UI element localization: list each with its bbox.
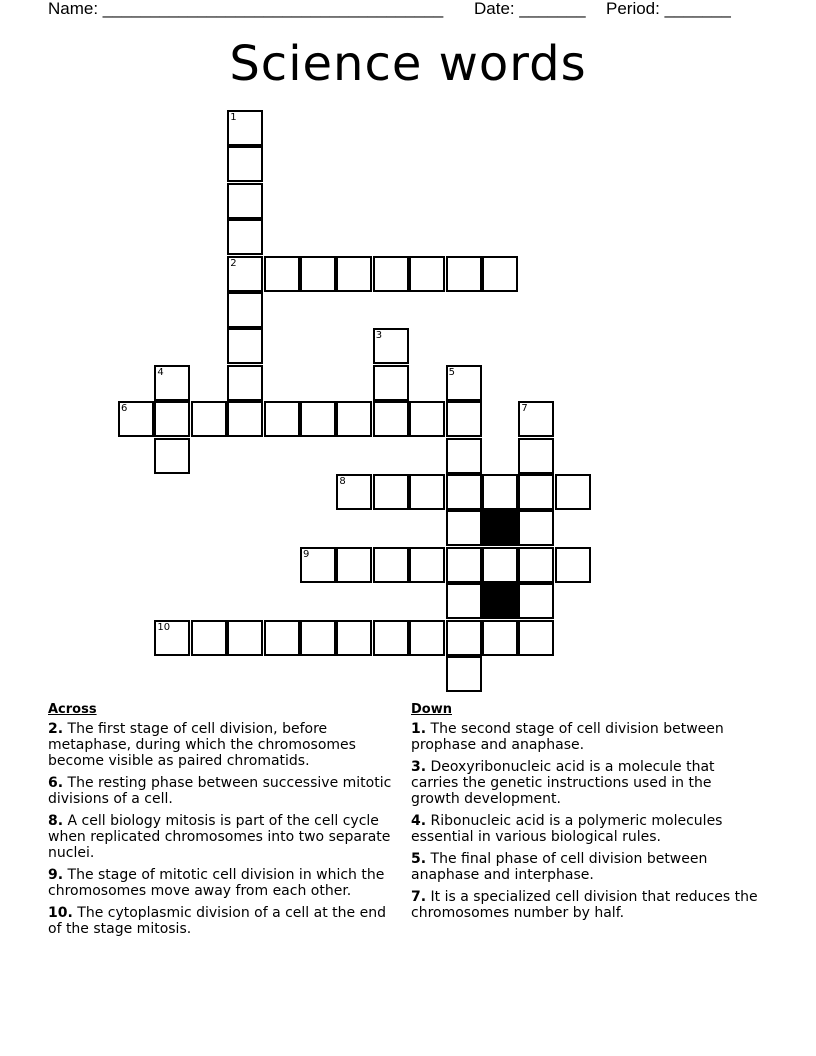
clue-item	[411, 721, 763, 753]
crossword-cell[interactable]	[227, 219, 263, 255]
crossword-cell[interactable]	[446, 256, 482, 292]
crossword-cell[interactable]	[446, 365, 482, 401]
down-heading: Down	[411, 702, 452, 717]
clue-item	[411, 851, 763, 883]
clue-item-number: 7.	[411, 889, 427, 905]
crossword-cell[interactable]	[446, 547, 482, 583]
crossword-cell[interactable]	[409, 474, 445, 510]
crossword-cell[interactable]	[154, 365, 190, 401]
clue-item-text: The second stage of cell division between prophase and anaphase.	[411, 721, 724, 753]
crossword-cell[interactable]	[336, 474, 372, 510]
crossword-cell[interactable]	[336, 256, 372, 292]
crossword-cell[interactable]	[227, 110, 263, 146]
crossword-cell[interactable]	[373, 474, 409, 510]
black-square	[482, 510, 518, 546]
crossword-cell[interactable]	[300, 620, 336, 656]
period-field[interactable]: Period: _______	[606, 0, 731, 18]
crossword-cell[interactable]	[518, 438, 554, 474]
clue-item	[411, 759, 763, 807]
name-field[interactable]: Name: ____________________________________	[48, 0, 444, 18]
crossword-cell[interactable]	[518, 474, 554, 510]
page-title: Science words	[229, 36, 587, 92]
crossword-cell[interactable]	[446, 510, 482, 546]
crossword-cell[interactable]	[555, 547, 591, 583]
clue-number: 10	[157, 621, 171, 633]
clue-item-text: Deoxyribonucleic acid is a molecule that carries the genetic instructions used in the growth development.	[411, 759, 715, 807]
crossword-cell[interactable]	[154, 620, 190, 656]
crossword-cell[interactable]	[409, 256, 445, 292]
crossword-cell[interactable]	[373, 547, 409, 583]
crossword-cell[interactable]	[373, 256, 409, 292]
clue-item-text: The stage of mitotic cell division in which the chromosomes move away from each other.	[48, 867, 385, 899]
crossword-cell[interactable]	[446, 620, 482, 656]
crossword-cell[interactable]	[227, 328, 263, 364]
crossword-cell[interactable]	[264, 256, 300, 292]
crossword-cell[interactable]	[336, 401, 372, 437]
crossword-cell[interactable]	[300, 256, 336, 292]
clue-item-number: 10.	[48, 905, 73, 921]
clue-number: 1	[230, 112, 237, 123]
crossword-cell[interactable]	[409, 401, 445, 437]
crossword-cell[interactable]	[191, 401, 227, 437]
down-clues	[411, 702, 763, 927]
clue-item-text: The final phase of cell division between anaphase and interphase.	[411, 851, 708, 883]
clue-item	[411, 889, 763, 921]
crossword-cell[interactable]	[373, 401, 409, 437]
clue-number: 6	[121, 403, 128, 415]
crossword-cell[interactable]	[154, 401, 190, 437]
clue-item	[48, 721, 400, 769]
crossword-cell[interactable]	[446, 474, 482, 510]
clue-item	[48, 867, 400, 899]
crossword-cell[interactable]	[409, 620, 445, 656]
clue-item-number: 9.	[48, 867, 64, 883]
crossword-cell[interactable]	[191, 620, 227, 656]
clue-item	[411, 813, 763, 845]
crossword-cell[interactable]	[482, 474, 518, 510]
clue-item-number: 1.	[411, 721, 427, 737]
clue-number: 4	[157, 366, 164, 378]
crossword-cell[interactable]	[482, 547, 518, 583]
clue-item-text: A cell biology mitosis is part of the cell cycle when replicated chromosomes into two separate nuclei.	[48, 813, 391, 861]
crossword-cell[interactable]	[446, 401, 482, 437]
clue-item-number: 6.	[48, 775, 64, 791]
crossword-cell[interactable]	[227, 365, 263, 401]
clue-item-text: The resting phase between successive mitotic divisions of a cell.	[48, 775, 392, 807]
clue-item-number: 8.	[48, 813, 64, 829]
crossword-cell[interactable]	[446, 656, 482, 692]
black-square	[482, 583, 518, 619]
crossword-cell[interactable]	[482, 620, 518, 656]
crossword-cell[interactable]	[264, 401, 300, 437]
clue-item-text: The cytoplasmic division of a cell at the end of the stage mitosis.	[48, 905, 386, 937]
crossword-cell[interactable]	[518, 583, 554, 619]
date-field[interactable]: Date: _______	[474, 0, 586, 18]
crossword-cell[interactable]	[555, 474, 591, 510]
crossword-cell[interactable]	[227, 146, 263, 182]
clue-item-number: 4.	[411, 813, 427, 829]
crossword-cell[interactable]	[336, 547, 372, 583]
crossword-cell[interactable]	[373, 365, 409, 401]
crossword-cell[interactable]	[227, 183, 263, 219]
across-clues	[48, 702, 400, 943]
crossword-cell[interactable]	[300, 547, 336, 583]
crossword-cell[interactable]	[118, 401, 154, 437]
crossword-cell[interactable]	[518, 547, 554, 583]
crossword-cell[interactable]	[518, 401, 554, 437]
clue-number: 9	[303, 548, 310, 560]
across-heading: Across	[48, 702, 97, 717]
crossword-cell[interactable]	[264, 620, 300, 656]
crossword-cell[interactable]	[518, 510, 554, 546]
clue-item-text: The first stage of cell division, before metaphase, during which the chromosomes become visible as paired chromatids.	[48, 721, 356, 769]
clue-item-number: 5.	[411, 851, 427, 867]
crossword-cell[interactable]	[154, 438, 190, 474]
clue-number: 7	[521, 403, 528, 415]
crossword-cell[interactable]	[227, 401, 263, 437]
clue-number: 5	[448, 366, 455, 378]
clue-number: 8	[339, 476, 346, 487]
clue-item-number: 3.	[411, 759, 427, 775]
crossword-cell[interactable]	[518, 620, 554, 656]
clue-item	[48, 775, 400, 807]
crossword-cell[interactable]	[227, 292, 263, 328]
clue-item-text: It is a specialized cell division that reduces the chromosomes number by half.	[411, 889, 758, 921]
crossword-cell[interactable]	[336, 620, 372, 656]
crossword-cell[interactable]	[446, 438, 482, 474]
crossword-cell[interactable]	[482, 256, 518, 292]
crossword-cell[interactable]	[227, 256, 263, 292]
clue-number: 3	[375, 330, 383, 342]
crossword-cell[interactable]	[446, 583, 482, 619]
clue-number: 2	[230, 257, 237, 269]
clue-item	[48, 813, 400, 861]
crossword-cell[interactable]	[300, 401, 336, 437]
crossword-cell[interactable]	[373, 328, 409, 364]
crossword-cell[interactable]	[409, 547, 445, 583]
clue-item-text: Ribonucleic acid is a polymeric molecules essential in various biological rules.	[411, 813, 723, 845]
crossword-cell[interactable]	[227, 620, 263, 656]
clue-item-number: 2.	[48, 721, 64, 737]
crossword-cell[interactable]	[373, 620, 409, 656]
clue-item	[48, 905, 400, 937]
